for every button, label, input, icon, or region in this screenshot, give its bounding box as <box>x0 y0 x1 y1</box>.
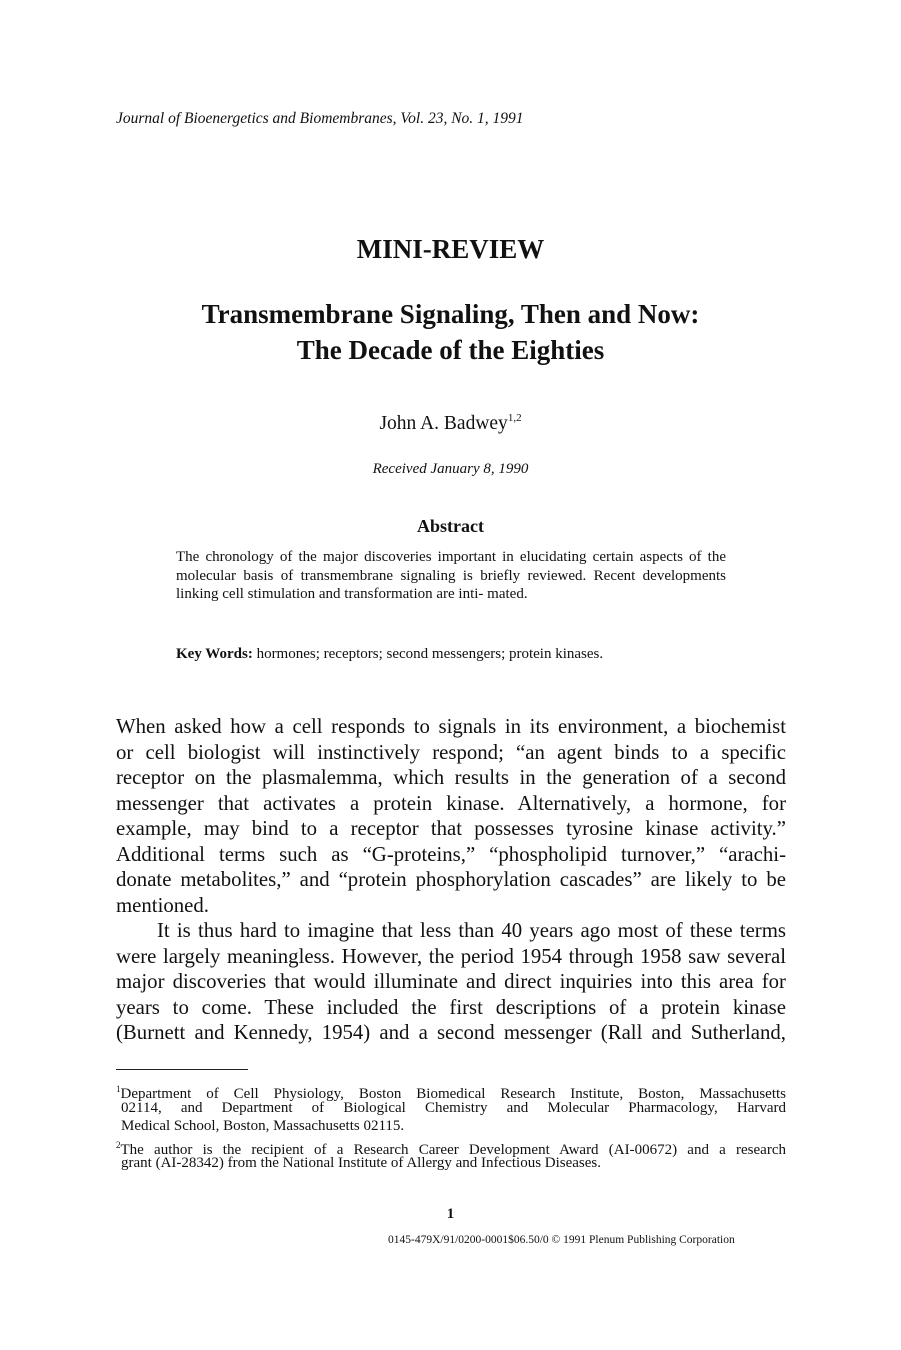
body-line: example, may bind to a receptor that possesses tyrosine kinase activity.” <box>116 817 786 840</box>
body-line: It is thus hard to imagine that less than 40 years ago most of these terms <box>157 919 786 942</box>
footnote-2-line: $^2$The author is the recipient of a Research Career Development Award (AI-00672) and a research <box>116 1139 786 1158</box>
received-date: Received January 8, 1990 <box>372 461 529 477</box>
body-line: messenger that activates a protein kinase. Alternatively, a hormone, for <box>116 791 786 815</box>
abstract-heading: Abstract <box>417 516 484 536</box>
body-line: receptor on the plasmalemma, which results in the generation of a second <box>116 766 786 789</box>
journal-citation: Journal of Bioenergetics and Biomembranes, Vol. 23, No. 1, 1991 <box>116 110 524 127</box>
author-name: John A. Badwey <box>379 413 508 434</box>
keywords-list: hormones; receptors; second messengers; protein kinases. <box>252 646 604 662</box>
copyright-line: 0145-479X/91/0200-0001$06.50/0 © 1991 Plenum Publishing Corporation <box>388 1234 735 1246</box>
body-line: Additional terms such as “G-proteins,” “phospholipid turnover,” “arachi- <box>116 842 786 866</box>
abstract-text: The chronology of the major discoveries important in elucidating certain aspects of the molecular basis of transmembrane signaling is briefly reviewed. Recent developments linking cell stimulation and transformation are inti- mated. <box>176 549 726 602</box>
page-number: 1 <box>446 1206 455 1222</box>
title-line-1: Transmembrane Signaling, Then and Now: <box>201 299 700 329</box>
body-line: were largely meaningless. However, the period 1954 through 1958 saw several <box>116 944 786 968</box>
footnote-1-line: Medical School, Boston, Massachusetts 02115. <box>121 1118 405 1134</box>
footnote-divider <box>116 1069 248 1070</box>
body-line: mentioned. <box>116 893 209 917</box>
body-line: (Burnett and Kennedy, 1954) and a second messenger (Rall and Sutherland, <box>116 1021 786 1044</box>
footnote-2-line: grant (AI-28342) from the National Institute of Allergy and Infectious Diseases. <box>121 1155 602 1171</box>
keywords-label: Key Words: <box>176 646 253 662</box>
author-line <box>0 412 901 435</box>
author-affiliation-marks: 1,2 <box>507 412 522 424</box>
section-label: MINI-REVIEW <box>356 234 545 264</box>
title-line-2: The Decade of the Eighties <box>296 335 605 365</box>
article-title <box>0 296 901 368</box>
keywords <box>176 645 736 664</box>
footnote-2-mark: 2 <box>116 1139 121 1150</box>
footnote-1-line: $^1$Department of Cell Physiology, Boston Biomedical Research Institute, Boston, Massachusetts <box>116 1084 786 1102</box>
body-line: or cell biologist will instinctively respond; “an agent binds to a specific <box>116 740 786 764</box>
body-line: When asked how a cell responds to signals in its environment, a biochemist <box>116 715 786 738</box>
body-line: donate metabolites,” and “protein phosphorylation cascades” are likely to be <box>116 868 786 891</box>
body-line: years to come. These included the first descriptions of a protein kinase <box>116 995 786 1019</box>
body-line: major discoveries that would illuminate and direct inquiries into this area for <box>116 970 786 993</box>
footnote-1-mark: 1 <box>116 1084 121 1094</box>
footnote-1-line: 02114, and Department of Biological Chemistry and Molecular Pharmacology, Harvard <box>121 1099 786 1116</box>
